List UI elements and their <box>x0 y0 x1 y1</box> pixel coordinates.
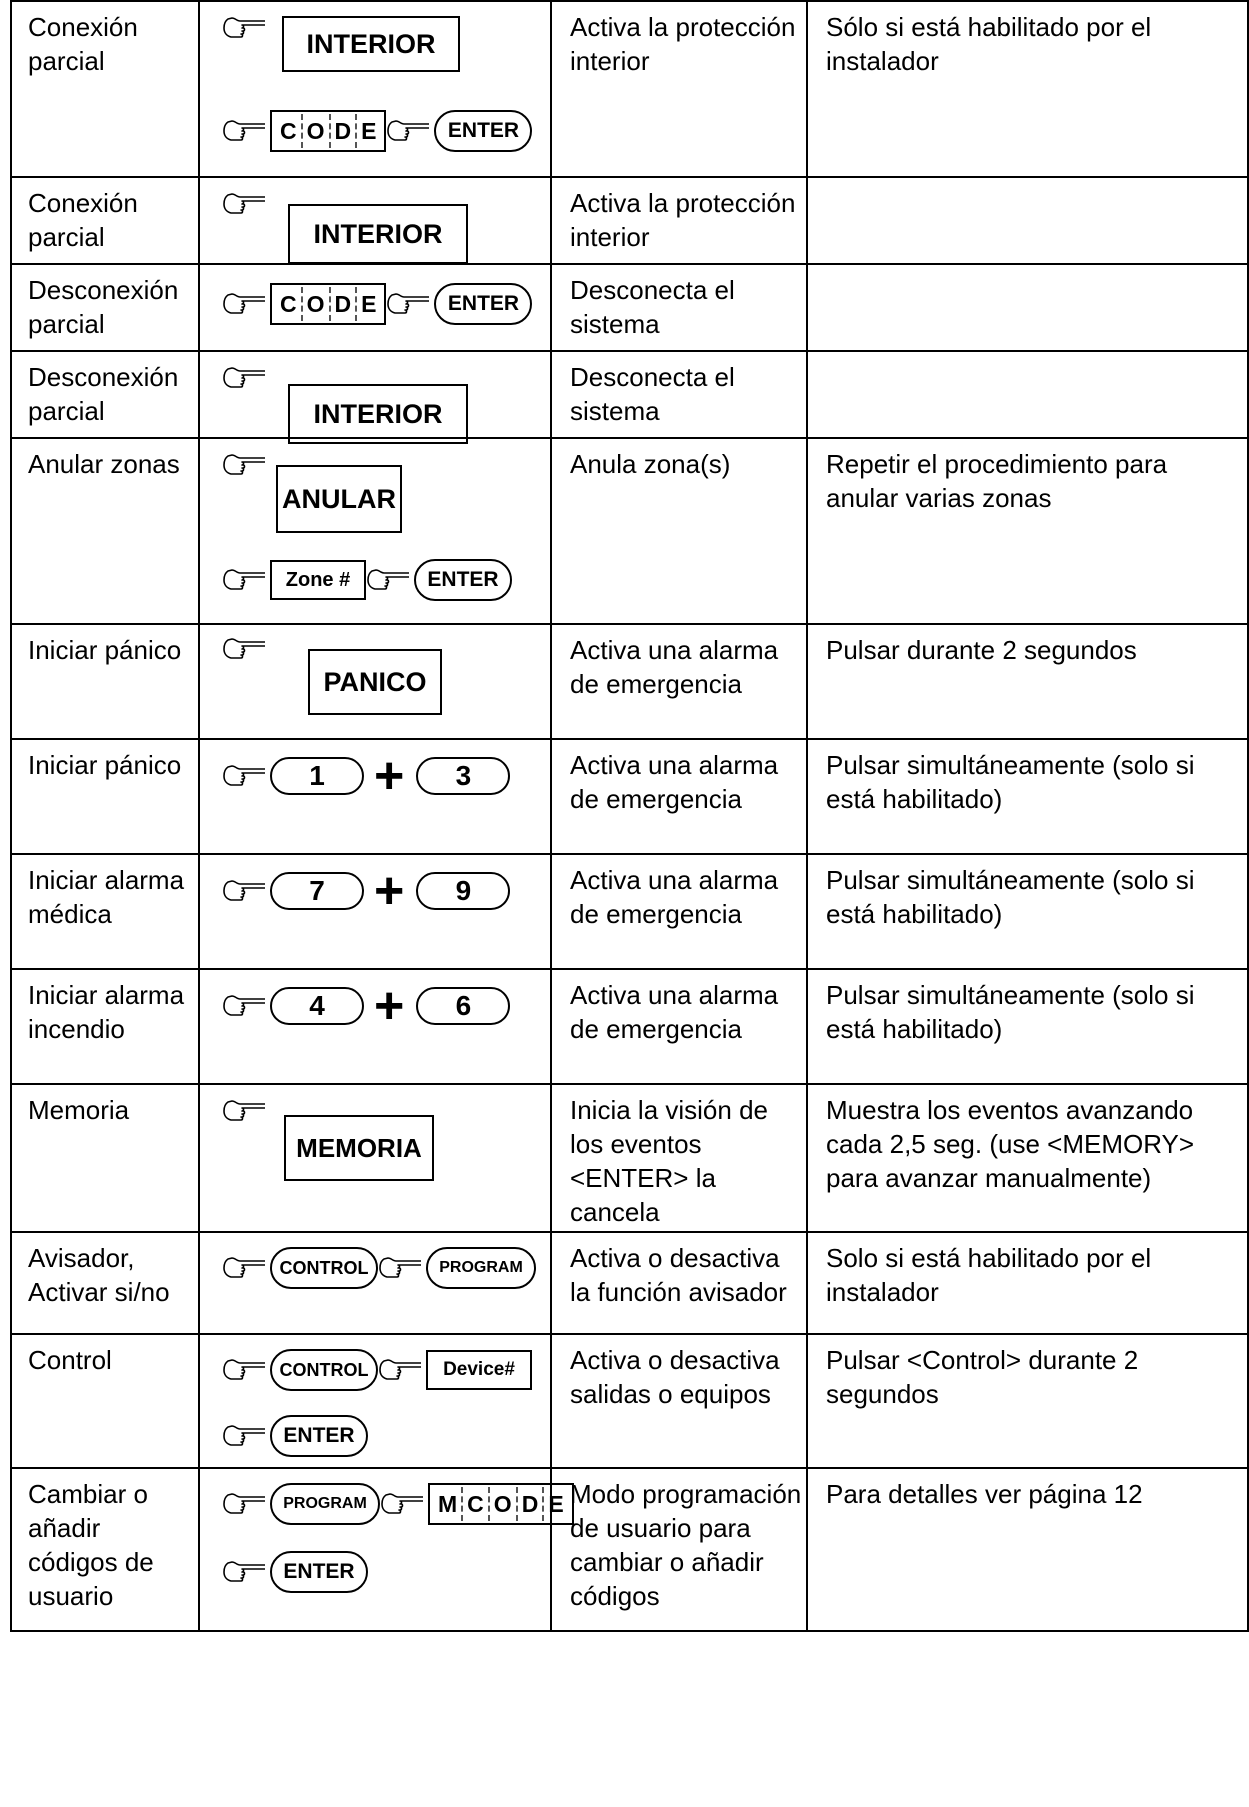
pointing-hand-icon <box>386 292 430 316</box>
keys-cell <box>199 1232 551 1334</box>
result-text: Activa una alarma de emergencia <box>570 865 779 929</box>
action-label: Cambiar o añadir códigos de usuario <box>28 1479 154 1611</box>
action-label: Iniciar pánico <box>28 635 182 665</box>
keys-cell <box>199 177 551 264</box>
keys-cell <box>199 854 551 969</box>
number-key-9[interactable]: 9 <box>416 872 510 910</box>
table-row <box>11 1084 1248 1232</box>
action-label: Conexión parcial <box>28 12 138 76</box>
result-text: Activa la protección interior <box>570 12 796 76</box>
panico-key[interactable]: PANICO <box>308 649 442 715</box>
keys-cell <box>199 1084 551 1232</box>
pointing-hand-icon <box>222 1560 266 1584</box>
enter-key[interactable]: ENTER <box>270 1551 368 1593</box>
result-cell <box>551 351 807 438</box>
result-cell <box>551 1232 807 1334</box>
table-row <box>11 264 1248 351</box>
enter-key[interactable]: ENTER <box>270 1415 368 1457</box>
result-cell <box>551 177 807 264</box>
action-label: Desconexión parcial <box>28 275 179 339</box>
note-text: Pulsar <Control> durante 2 segundos <box>826 1345 1139 1409</box>
keypad-operations-table <box>10 0 1249 1632</box>
action-label: Iniciar alarma incendio <box>28 980 185 1044</box>
note-cell <box>807 739 1248 854</box>
action-cell <box>11 438 199 624</box>
note-text: Pulsar durante 2 segundos <box>826 635 1137 665</box>
action-cell <box>11 1468 199 1631</box>
pointing-hand-icon <box>222 1424 266 1448</box>
pointing-hand-icon <box>222 192 266 216</box>
result-text: Activa o desactiva la función avisador <box>570 1243 787 1307</box>
table-row <box>11 624 1248 739</box>
plus-sign: + <box>374 862 405 920</box>
pointing-hand-icon <box>222 292 266 316</box>
pointing-hand-icon <box>222 1099 266 1123</box>
action-cell <box>11 1334 199 1468</box>
number-key-3[interactable]: 3 <box>416 757 510 795</box>
interior-key[interactable]: INTERIOR <box>282 16 460 72</box>
note-cell <box>807 1232 1248 1334</box>
result-cell <box>551 438 807 624</box>
note-text: Sólo si está habilitado por el instalador <box>826 12 1152 76</box>
action-cell <box>11 177 199 264</box>
note-cell <box>807 177 1248 264</box>
note-text: Pulsar simultáneamente (solo si está habilitado) <box>826 980 1195 1044</box>
result-text: Activa la protección interior <box>570 188 796 252</box>
note-cell <box>807 1 1248 177</box>
result-cell <box>551 624 807 739</box>
keys-cell <box>199 438 551 624</box>
interior-key[interactable]: INTERIOR <box>288 204 468 264</box>
pointing-hand-icon <box>222 1256 266 1280</box>
note-text: Solo si está habilitado por el instalador <box>826 1243 1152 1307</box>
result-cell <box>551 1334 807 1468</box>
code-key[interactable]: C O D E <box>270 110 386 152</box>
pointing-hand-icon <box>386 119 430 143</box>
action-cell <box>11 969 199 1084</box>
interior-key[interactable]: INTERIOR <box>288 384 468 444</box>
pointing-hand-icon <box>222 637 266 661</box>
result-cell <box>551 969 807 1084</box>
keys-cell <box>199 739 551 854</box>
action-label: Control <box>28 1345 112 1375</box>
pointing-hand-icon <box>222 453 266 477</box>
note-cell <box>807 264 1248 351</box>
note-cell <box>807 1084 1248 1232</box>
result-text: Activa una alarma de emergencia <box>570 635 779 699</box>
keys-cell <box>199 1468 564 1631</box>
control-key[interactable]: CONTROL <box>270 1349 378 1391</box>
table-row <box>11 854 1248 969</box>
note-cell <box>807 854 1248 969</box>
result-cell <box>551 1084 807 1232</box>
anular-key[interactable]: ANULAR <box>276 465 402 533</box>
keys-cell <box>199 264 551 351</box>
result-cell <box>551 1468 807 1631</box>
note-cell <box>807 438 1248 624</box>
table-row <box>11 177 1248 264</box>
program-key[interactable]: PROGRAM <box>426 1247 536 1289</box>
action-cell <box>11 1232 199 1334</box>
table-row <box>11 1 1248 177</box>
master-code-key[interactable]: M C O D E <box>428 1483 574 1525</box>
number-key-4[interactable]: 4 <box>270 987 364 1025</box>
result-text: Activa una alarma de emergencia <box>570 750 779 814</box>
pointing-hand-icon <box>222 366 266 390</box>
result-text: Desconecta el sistema <box>570 275 735 339</box>
control-key[interactable]: CONTROL <box>270 1247 378 1289</box>
memoria-key[interactable]: MEMORIA <box>284 1115 434 1181</box>
note-cell <box>807 1334 1248 1468</box>
program-key[interactable]: PROGRAM <box>270 1483 380 1525</box>
action-label: Iniciar alarma médica <box>28 865 185 929</box>
enter-key[interactable]: ENTER <box>434 283 532 325</box>
action-cell <box>11 1 199 177</box>
pointing-hand-icon <box>222 1492 266 1516</box>
pointing-hand-icon <box>378 1256 422 1280</box>
action-cell <box>11 739 199 854</box>
zone-number-key[interactable]: Zone # <box>270 560 366 600</box>
table-row <box>11 1334 1248 1468</box>
note-text: Muestra los eventos avanzando cada 2,5 seg. (use <MEMORY> para avanzar manualmente) <box>826 1095 1195 1193</box>
code-key[interactable]: C O D E <box>270 283 386 325</box>
note-text: Pulsar simultáneamente (solo si está habilitado) <box>826 750 1195 814</box>
enter-key[interactable]: ENTER <box>414 559 512 601</box>
table-row <box>11 739 1248 854</box>
action-label: Iniciar pánico <box>28 750 182 780</box>
table-row <box>11 438 1248 624</box>
action-label: Anular zonas <box>28 449 180 479</box>
note-cell <box>807 969 1248 1084</box>
pointing-hand-icon <box>222 879 266 903</box>
table-row <box>11 969 1248 1084</box>
action-label: Avisador, Activar si/no <box>28 1243 170 1307</box>
action-cell <box>11 264 199 351</box>
action-label: Conexión parcial <box>28 188 138 252</box>
result-cell <box>551 854 807 969</box>
result-text: Modo programación de usuario para cambiar o añadir códigos <box>570 1479 802 1611</box>
number-key-1[interactable]: 1 <box>270 757 364 795</box>
pointing-hand-icon <box>222 568 266 592</box>
result-cell <box>551 1 807 177</box>
note-cell <box>807 1468 1248 1631</box>
device-number-key[interactable]: Device# <box>426 1350 532 1390</box>
keys-cell <box>199 1 551 177</box>
note-text: Para detalles ver página 12 <box>826 1479 1143 1509</box>
pointing-hand-icon <box>378 1358 422 1382</box>
keys-cell <box>199 1334 551 1468</box>
action-cell <box>11 624 199 739</box>
result-text: Activa o desactiva salidas o equipos <box>570 1345 780 1409</box>
result-cell <box>551 264 807 351</box>
number-key-6[interactable]: 6 <box>416 987 510 1025</box>
pointing-hand-icon <box>380 1492 424 1516</box>
note-cell <box>807 351 1248 438</box>
table-row <box>11 351 1248 438</box>
result-text: Anula zona(s) <box>570 449 731 479</box>
action-cell <box>11 351 199 438</box>
result-text: Inicia la visión de los eventos <ENTER> la cancela <box>570 1095 768 1227</box>
pointing-hand-icon <box>366 568 410 592</box>
result-cell <box>551 739 807 854</box>
action-cell <box>11 1084 199 1232</box>
action-label: Memoria <box>28 1095 130 1125</box>
table-row <box>11 1468 1248 1631</box>
action-cell <box>11 854 199 969</box>
number-key-7[interactable]: 7 <box>270 872 364 910</box>
table-row <box>11 1232 1248 1334</box>
note-text: Repetir el procedimiento para anular varias zonas <box>826 449 1168 513</box>
result-text: Activa una alarma de emergencia <box>570 980 779 1044</box>
pointing-hand-icon <box>222 764 266 788</box>
note-text: Pulsar simultáneamente (solo si está habilitado) <box>826 865 1195 929</box>
pointing-hand-icon <box>222 119 266 143</box>
result-text: Desconecta el sistema <box>570 362 735 426</box>
keys-cell <box>199 624 551 739</box>
pointing-hand-icon <box>222 1358 266 1382</box>
plus-sign: + <box>374 977 405 1035</box>
pointing-hand-icon <box>222 994 266 1018</box>
keys-cell <box>199 969 551 1084</box>
keys-cell <box>199 351 551 438</box>
action-label: Desconexión parcial <box>28 362 179 426</box>
pointing-hand-icon <box>222 16 266 40</box>
note-cell <box>807 624 1248 739</box>
enter-key[interactable]: ENTER <box>434 110 532 152</box>
plus-sign: + <box>374 747 405 805</box>
